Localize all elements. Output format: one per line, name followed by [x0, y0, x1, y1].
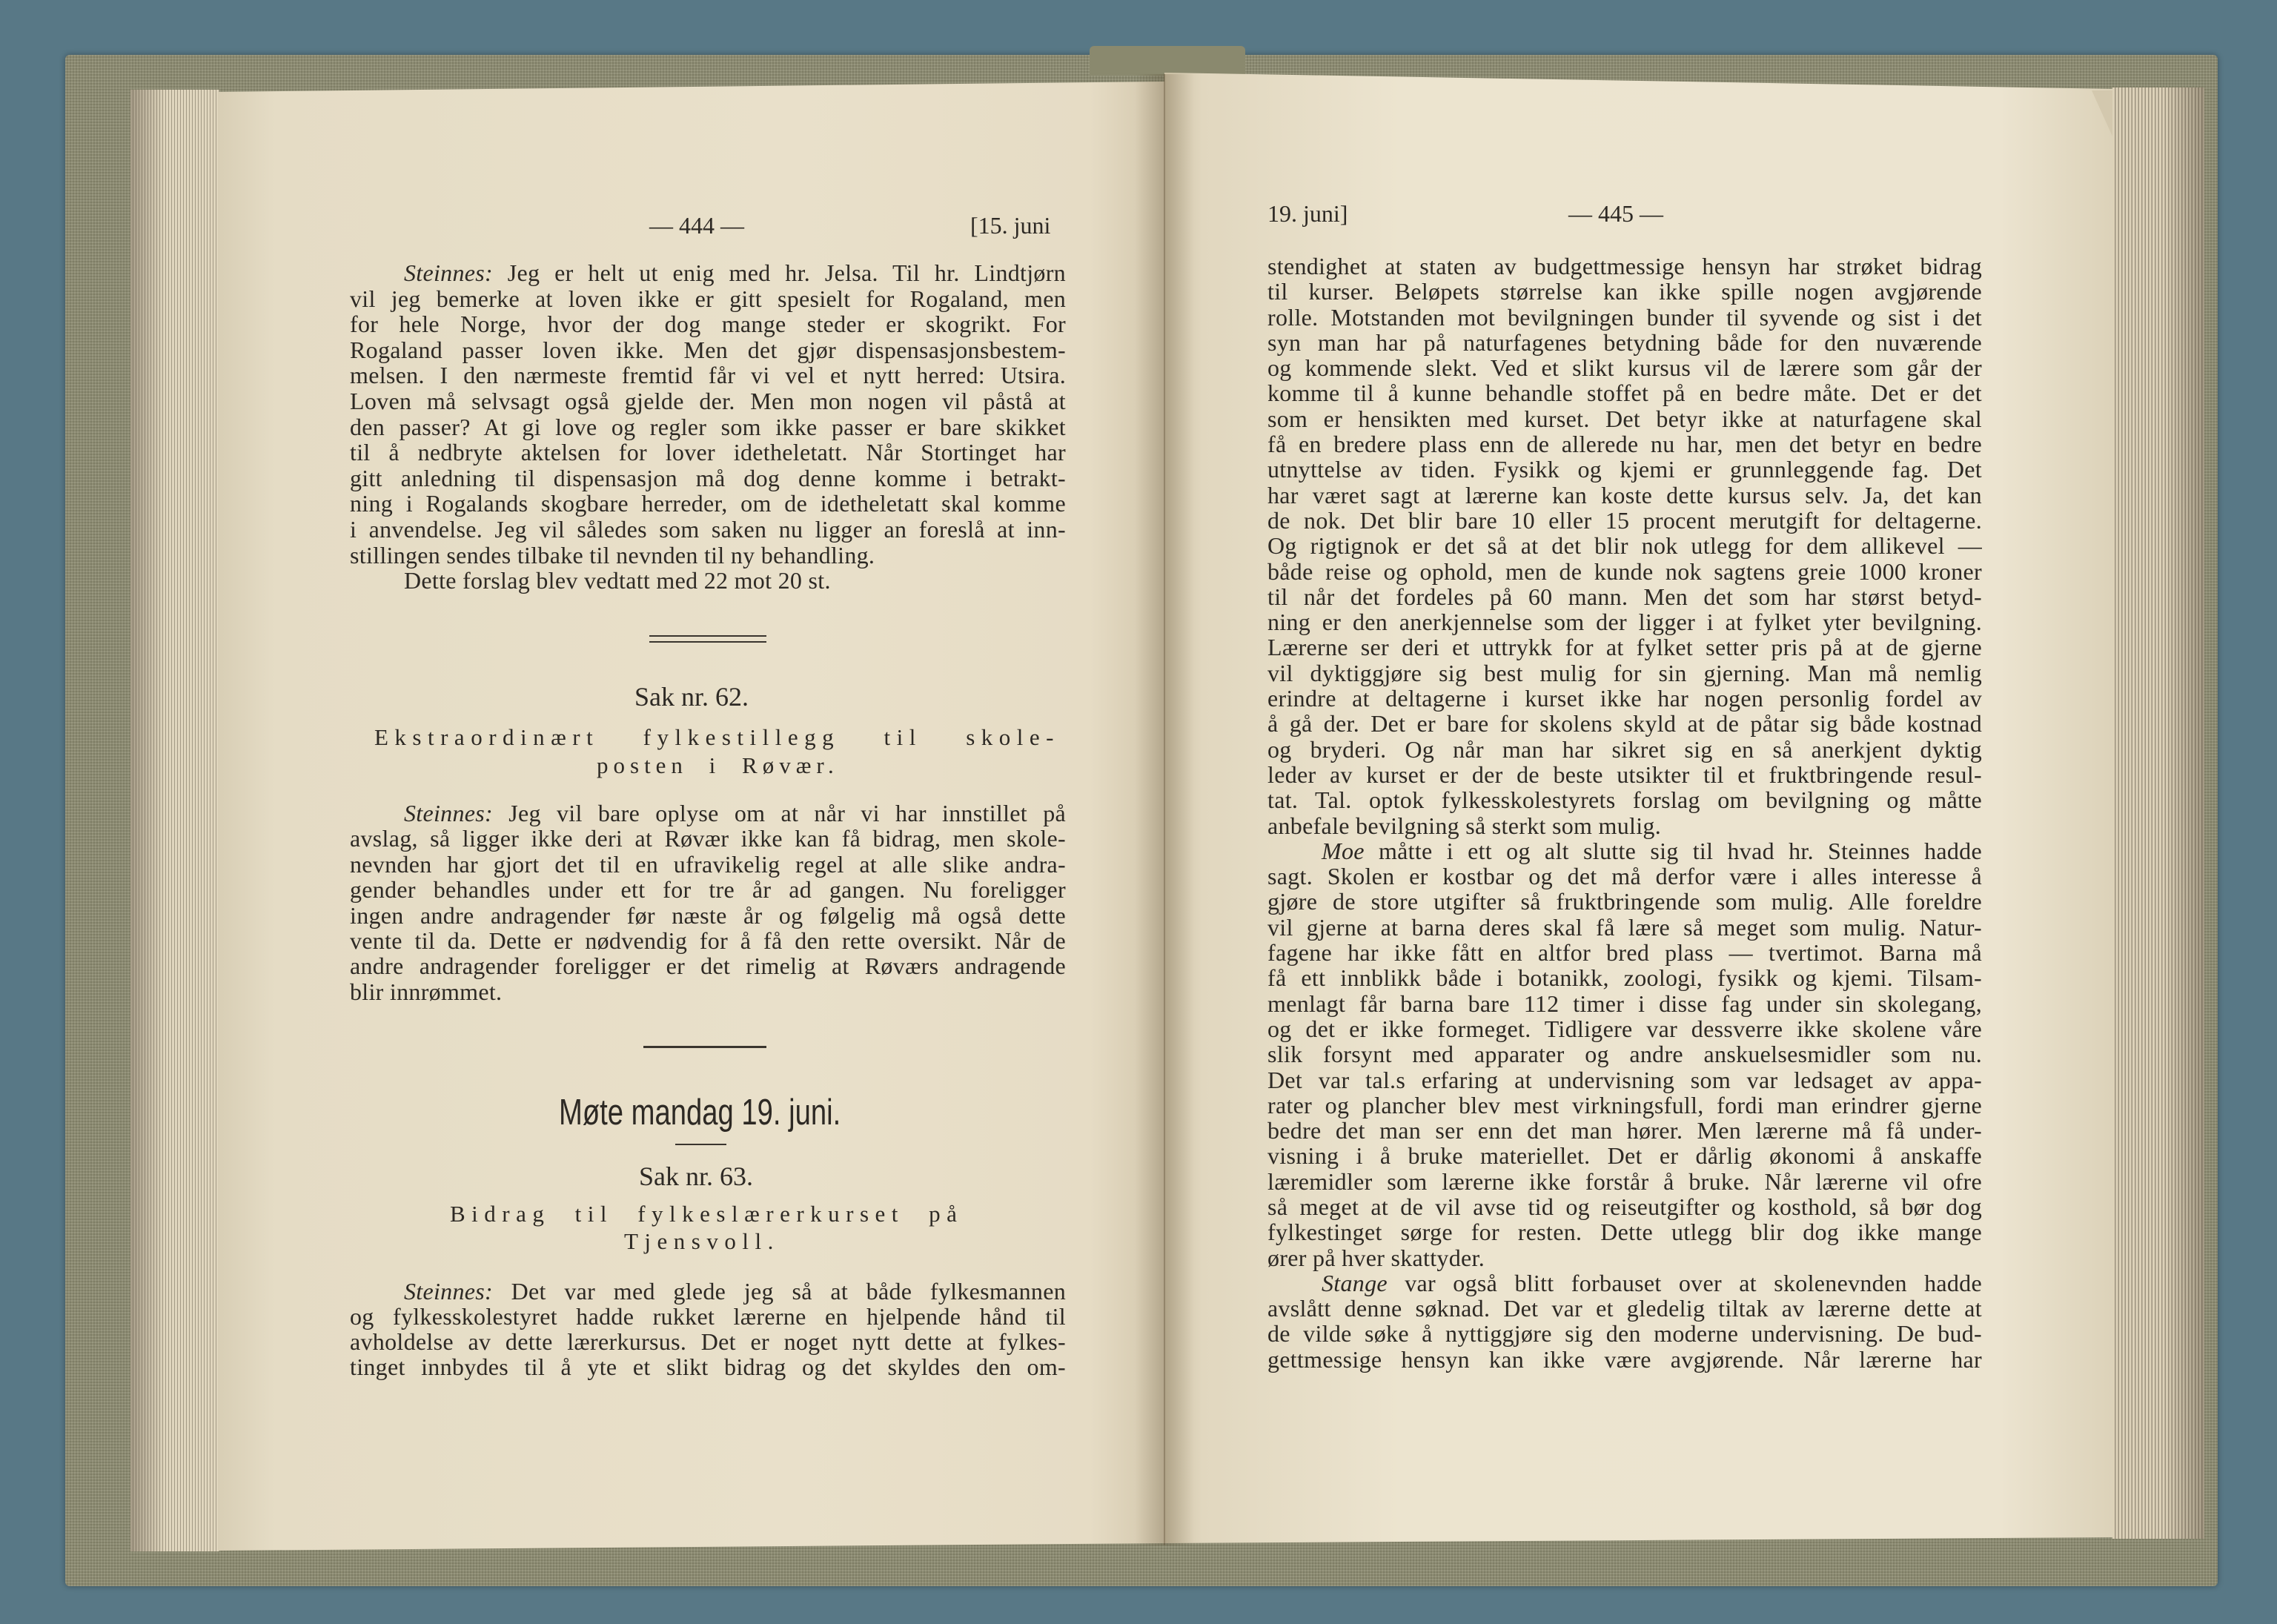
text-line: ning er den anerkjennelse som der ligger i at fylket yter bevilgning.: [1267, 609, 1982, 636]
text-line: stillingen sendes tilbake til nevnden til ny behandling.: [350, 541, 875, 569]
text-line: få ett innblikk både i botanikk, zoologi, fysikk og kjemi. Tilsam-: [1267, 964, 1982, 992]
text-line: tinget innbydes til å yte et slikt bidrag og det skyldes den om-: [350, 1353, 1066, 1380]
section-title-line: Tjensvoll.: [624, 1228, 780, 1254]
page-number-right: — 445 —: [1568, 200, 1663, 227]
text-line: for hele Norge, hvor der dog mange steder er skogrikt. For: [350, 311, 1066, 338]
text-line: andre andragender foreligger er det rimelig at Røværs andragende: [350, 952, 1066, 980]
text-line: avslag, så ligger ikke deri at Røvær ikke kan få bidrag, men skole-: [350, 825, 1066, 852]
section-title-line: posten i Røvær.: [597, 752, 839, 778]
text-line: gitt anledning til dispensasjon må dog denne komme i betrakt-: [350, 464, 1066, 491]
text-line: slik forsynt med apparater og andre anskuelsesmidler som nu.: [1267, 1041, 1982, 1068]
text-line: Og rigtignok er det så at det blir nok utlegg for dem allikevel —: [1267, 532, 1982, 560]
double-rule-top: [649, 635, 766, 637]
speaker-name: Steinnes:: [404, 259, 493, 286]
text-line: vente til da. Dette er nødvendig for å få den rette oversikt. Når de: [350, 927, 1066, 954]
gutter-fold: [1164, 74, 1165, 1545]
text-line: avholdelse av dette lærerkursus. Det er noget nytt dette at fylkes-: [350, 1328, 1066, 1355]
text-line: Det var tal.s erfaring at undervisning som var ledsaget av appa-: [1267, 1066, 1982, 1093]
text-line: utnyttelse av tiden. Fysikk og kjemi er grunnleggende fag. Det: [1267, 456, 1982, 483]
text-line: rater og plancher blev mest virkningsfull, fordi man erindrer gjerne: [1267, 1091, 1982, 1118]
text-line: fagene har ikke fått en altfor bred plass — tvertimot. Barna må: [1267, 939, 1982, 967]
line-text: Jeg er helt ut enig med hr. Jelsa. Til hr. Lindtjørn: [507, 259, 1066, 286]
meeting-heading: Møte mandag 19. juni.: [559, 1093, 841, 1133]
section-heading-sak-63: Sak nr. 63.: [639, 1161, 754, 1191]
text-line: vil gjerne at barna deres skal få lære så meget som mulig. Natur-: [1267, 913, 1982, 941]
text-line: gender behandles under ett for tre år ad gangen. Nu foreligger: [350, 876, 1066, 904]
short-rule: [675, 1144, 726, 1145]
text-line: som er hensikten med kurset. Det betyr ikke at naturfagene skal: [1267, 405, 1982, 432]
text-line: få en bredere plass enn de allerede nu har, men det betyr en bedre: [1267, 431, 1982, 458]
text-line: til når det fordeles på 60 mann. Men det som har størst betyd-: [1267, 583, 1982, 610]
text-line: tat. Tal. optok fylkesskolestyrets forslag om bevilgning og måtte: [1267, 786, 1982, 814]
text-line: vil jeg bemerke at loven ikke er gitt spesielt for Rogaland, men: [350, 285, 1066, 312]
section-divider-rule: [643, 1046, 766, 1048]
text-line: Loven må selvsagt også gjelde der. Men mon nogen vil påstå at: [350, 387, 1066, 414]
text-line: Lærerne ser deri et uttrykk for at fylket setter pris på at de gjerne: [1267, 634, 1982, 661]
line-text: måtte i ett og alt slutte sig til hvad hr. Steinnes hadde: [1378, 837, 1982, 864]
page-number-left: — 444 —: [649, 212, 744, 239]
meeting-heading-container: [559, 1092, 848, 1133]
text-line: Rogaland passer loven ikke. Men det gjør dispensasjonsbestem-: [350, 336, 1066, 363]
text-line: vil dyktiggjøre sig best mulig for sin gjerning. Man må nemlig: [1267, 659, 1982, 686]
line-text: Jeg vil bare oplyse om at når vi har innstillet på: [508, 800, 1066, 826]
text-line: anbefale bevilgning så sterkt som mulig.: [1267, 812, 1661, 839]
text-line: har været sagt at lærerne kan koste dette kursus selv. Ja, det kan: [1267, 481, 1982, 508]
text-line: nevnden har gjort det til en ufravikelig regel at alle slike andra-: [350, 850, 1066, 878]
text-line: erindre at deltagerne i kurset ikke har nogen personlig fordel av: [1267, 685, 1982, 712]
text-line: [350, 260, 1066, 286]
text-line: både reise og ophold, men de kunde nok sagtens greie 1000 kroner: [1267, 557, 1982, 585]
text-line: ører på hver skattyder.: [1267, 1244, 1485, 1271]
text-line: å gå der. Det er bare for skolens skyld at de påtar sig både kostnad: [1267, 710, 1982, 738]
text-line: læremidler som lærerne ikke forstår å bruke. Når lærerne vil ofre: [1267, 1167, 1982, 1195]
text-line: gettmessige hensyn kan ikke være avgjørende. Når lærerne har: [1267, 1345, 1982, 1373]
line-text: var også blitt forbauset over at skolenevnden hadde: [1405, 1269, 1982, 1296]
text-line: sagt. Skolen er kostbar og det må derfor være i alles interesse å: [1267, 863, 1982, 890]
text-line: til å nedbryte aktelsen for lover idetheletatt. Når Stortinget har: [350, 439, 1066, 466]
text-line: visning i å bruke materiellet. Det er dårlig økonomi å anskaffe: [1267, 1142, 1982, 1170]
speaker-name: Moe: [1322, 837, 1365, 864]
text-line: til kurser. Beløpets størrelse kan ikke spille nogen avgjørende: [1267, 278, 1982, 305]
section-heading-sak-62: Sak nr. 62.: [634, 682, 749, 712]
text-line: [350, 801, 1066, 826]
text-line: syn man har på naturfagenes betydning både for den nuværende: [1267, 328, 1982, 356]
text-line: gjøre de store utgifter så fruktbringende som mulig. Alle foreldre: [1267, 888, 1982, 915]
text-line: i anvendelse. Jeg vil således som saken nu ligger an foreslå at inn-: [350, 515, 1066, 543]
text-line: ning i Rogalands skogbare herreder, om de idetheletatt skal komme: [350, 490, 1066, 517]
text-line: de nok. Det blir bare 10 eller 15 procent merutgift for deltagerne.: [1267, 506, 1982, 534]
text-line: fylkestinget sørge for resten. Dette utlegg blir dog ikke mange: [1267, 1219, 1982, 1246]
text-line: rolle. Motstanden mot bevilgningen bunder til syvende og sist i det: [1267, 303, 1982, 331]
text-line: stendighet at staten av budgettmessige hensyn har strøket bidrag: [1267, 253, 1982, 279]
text-line: komme til å kunne behandle stoffet på en bedre måte. Det er det: [1267, 380, 1982, 407]
page-edge-stack-left: [130, 90, 219, 1551]
text-line: de vilde søke å nyttiggjøre sig den moderne undervisning. De bud-: [1267, 1320, 1982, 1348]
text-line: [1267, 838, 1982, 864]
text-line: og det er ikke formeget. Tidligere var dessverre ikke skolene våre: [1267, 1015, 1982, 1042]
paragraph-steinnes-3: [350, 1279, 1066, 1379]
speaker-name: Steinnes:: [404, 1278, 493, 1305]
book-spine-top: [1090, 46, 1245, 76]
speaker-name: Steinnes:: [404, 800, 493, 826]
page-edge-stack-right: [2112, 87, 2204, 1539]
paragraph-steinnes-1: [350, 260, 1066, 594]
running-head-right: 19. juni]: [1267, 200, 1348, 227]
resolution-line: Dette forslag blev vedtatt med 22 mot 20 st.: [404, 567, 831, 594]
text-line: blir innrømmet.: [350, 978, 503, 1005]
line-text: Det var med glede jeg så at både fylkesmannen: [511, 1278, 1066, 1305]
paragraph-steinnes-2: [350, 801, 1066, 1004]
text-line: så meget at de vil avse tid og reiseutgifter og kosthold, så bør dog: [1267, 1193, 1982, 1220]
section-title-line: Ekstraordinært fylkestillegg til skole-: [374, 724, 1060, 750]
text-line: avslått denne søknad. Det var et gledelig tiltak av lærerne dette at: [1267, 1295, 1982, 1322]
text-line: bedre det man ser enn det man hører. Men lærerne må få under-: [1267, 1117, 1982, 1144]
text-line: leder av kurset er der de beste utsikter til et fruktbringende resul-: [1267, 760, 1982, 788]
text-line: ingen andre andragender før næste år og følgelig må også dette: [350, 901, 1066, 929]
text-line: den passer? At gi love og regler som ikke passer er bare skikket: [350, 413, 1066, 440]
text-line: og kommende slekt. Ved et slikt kursus vil de lærere som går der: [1267, 354, 1982, 382]
text-line: [350, 1279, 1066, 1304]
right-page-text-block: [1267, 253, 1982, 1372]
running-head-left: [15. juni: [970, 212, 1051, 239]
text-line: og bryderi. Og når man har sikret sig en så anerkjent dyktig: [1267, 735, 1982, 763]
text-line: [1267, 1270, 1982, 1296]
text-line: melsen. I den nærmeste fremtid får vi vel et nytt herred: Utsira.: [350, 362, 1066, 389]
double-rule-bottom: [649, 641, 766, 643]
section-title-line: Bidrag til fylkeslærerkurset på: [450, 1201, 964, 1227]
text-line: menlagt får barna bare 112 timer i disse fag under sin skolegang,: [1267, 990, 1982, 1017]
speaker-name: Stange: [1322, 1269, 1388, 1296]
text-line: og fylkesskolestyret hadde rukket lærerne en hjelpende hånd til: [350, 1303, 1066, 1330]
